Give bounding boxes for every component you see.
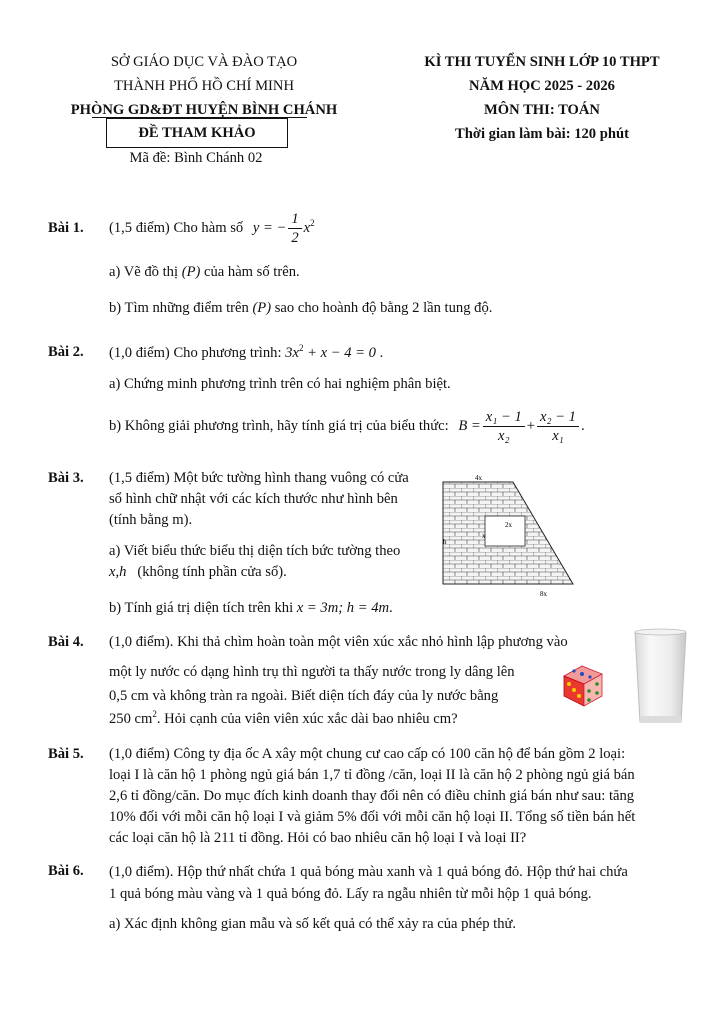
problem-1-statement bbox=[109, 210, 685, 247]
problem-2b bbox=[109, 408, 685, 445]
equation-term-a: 3x bbox=[285, 344, 299, 361]
header-right bbox=[382, 50, 702, 146]
glass-icon bbox=[633, 628, 688, 726]
problem-1a bbox=[109, 262, 685, 283]
problem-5-line-4: 10% đối với mỗi căn hộ loại I và giảm 5% đối với mỗi căn hộ loại II. Tổng số tiền bán hết bbox=[109, 809, 636, 825]
problem-4-area-exp: 2 bbox=[152, 709, 157, 719]
subject: MÔN THI: TOÁN bbox=[484, 102, 600, 118]
problem-2-statement bbox=[109, 342, 685, 364]
problem-5-line-2: loại I là căn hộ 1 phòng ngủ giá bán 1,7 tỉ đồng /căn, loại II là căn hộ 2 phòng ngủ giá bán bbox=[109, 767, 635, 783]
problem-3a-line-1: a) Viết biểu thức biểu thị diện tích bức tường theo bbox=[109, 543, 401, 559]
problem-3a-line-2 bbox=[109, 562, 429, 583]
fraction-2-num: x₂ − 1 bbox=[537, 408, 579, 427]
half-den: 2 bbox=[291, 230, 299, 246]
function-exp: 2 bbox=[310, 217, 315, 228]
problem-6-statement bbox=[109, 861, 689, 905]
equation-term-b: + x − 4 = 0 bbox=[307, 344, 376, 361]
function-var: x bbox=[303, 219, 311, 236]
fraction-1-num: x₁ − 1 bbox=[483, 408, 525, 427]
half-num: 1 bbox=[288, 210, 301, 229]
problem-3b bbox=[109, 598, 685, 619]
problem-5-line-5: các loại căn hộ là 211 tỉ đồng. Hỏi có bao nhiêu căn hộ loại I và loại II? bbox=[109, 830, 527, 846]
problem-4-line-1: (1,0 điểm). Khi thả chìm hoàn toàn một viên xúc xắc nhỏ hình lập phương vào bbox=[109, 634, 568, 650]
problem-3-line-2: sổ hình chữ nhật với các kích thước như hình bên bbox=[109, 491, 398, 508]
label-bottom: 8x bbox=[540, 590, 547, 598]
label-window-height: x bbox=[482, 532, 486, 540]
problem-1b-p: (P) bbox=[252, 300, 272, 316]
problem-1b-post: sao cho hoành độ bằng 2 lần tung độ. bbox=[274, 300, 493, 316]
problem-5-statement bbox=[109, 744, 689, 849]
problem-1a-post: của hàm số trên. bbox=[204, 264, 300, 280]
problem-3-line-1: (1,5 điểm) Một bức tường hình thang vuông có cửa bbox=[109, 470, 409, 486]
equation-dot: . bbox=[379, 344, 384, 361]
problem-1-label: Bài 1. bbox=[48, 220, 84, 236]
problem-3-label: Bài 3. bbox=[48, 470, 84, 486]
problem-1-intro: (1,5 điểm) Cho hàm số bbox=[109, 219, 244, 236]
problem-4-line-2: một ly nước có dạng hình trụ thì người ta thấy nước trong ly dâng lên bbox=[109, 664, 515, 680]
duration: Thời gian làm bài: 120 phút bbox=[455, 126, 629, 142]
problem-3b-values: x = 3m; h = 4m bbox=[296, 600, 390, 616]
dice-icon bbox=[558, 660, 608, 710]
exam-code: Mã đề: Bình Chánh 02 bbox=[129, 150, 263, 166]
problem-4-label: Bài 4. bbox=[48, 634, 84, 650]
reference-exam-box: ĐỀ THAM KHẢO bbox=[106, 118, 288, 148]
problem-6-label: Bài 6. bbox=[48, 863, 84, 879]
problem-6a: a) Xác định không gian mẫu và số kết quả có thể xảy ra của phép thử. bbox=[109, 916, 517, 932]
problem-5-line-1: (1,0 điểm) Công ty địa ốc A xây một chung cư cao cấp có 100 căn hộ để bán gồm 2 loại: bbox=[109, 746, 626, 762]
exam-title: KÌ THI TUYỂN SINH LỚP 10 THPT bbox=[424, 54, 660, 70]
problem-1a-pre: a) Vẽ đồ thị bbox=[109, 264, 179, 280]
function-lhs: y = − bbox=[252, 219, 287, 236]
label-top: 4x bbox=[475, 474, 482, 482]
problem-3b-pre: b) Tính giá trị diện tích trên khi bbox=[109, 600, 294, 616]
problem-1a-p: (P) bbox=[181, 264, 201, 280]
wall-figure bbox=[425, 472, 575, 600]
problem-6-line-2: 1 quả bóng màu vàng và 1 quả bóng đỏ. Lấy ra ngẫu nhiên từ mỗi hộp 1 quả bóng. bbox=[109, 886, 592, 902]
dept-name: SỞ GIÁO DỤC VÀ ĐÀO TẠO bbox=[110, 54, 298, 70]
fraction-2-den: x₁ bbox=[552, 428, 564, 444]
fraction-2 bbox=[537, 408, 579, 445]
problem-3-statement bbox=[109, 468, 424, 531]
problem-6-line-1: (1,0 điểm). Hộp thứ nhất chứa 1 quả bóng màu xanh và 1 quả bóng đỏ. Hộp thứ hai chứa bbox=[109, 864, 628, 880]
problem-1b bbox=[109, 298, 685, 319]
problem-3a-text: (không tính phần cửa sổ). bbox=[137, 564, 287, 581]
problem-4-line-3: 0,5 cm và không tràn ra ngoài. Biết diện tích đáy của ly nước bằng bbox=[109, 688, 499, 704]
problem-2-label: Bài 2. bbox=[48, 344, 84, 360]
problem-3a-vars: x,h bbox=[109, 564, 127, 581]
problem-3b-end: . bbox=[389, 600, 393, 616]
problem-1b-pre: b) Tìm những điểm trên bbox=[109, 300, 249, 316]
problem-5-line-3: 2,6 tỉ đồng/căn. Do mục đích kinh doanh thay đổi nên có điều chỉnh giá bán như sau: tăng bbox=[109, 788, 635, 804]
city-name: THÀNH PHỐ HỒ CHÍ MINH bbox=[114, 78, 294, 94]
fraction-1-den: x₂ bbox=[497, 428, 510, 444]
problem-2a: a) Chứng minh phương trình trên có hai nghiệm phân biệt. bbox=[109, 376, 451, 392]
label-window-width: 2x bbox=[505, 521, 512, 529]
problem-5-label: Bài 5. bbox=[48, 746, 84, 762]
school-year: NĂM HỌC 2025 - 2026 bbox=[469, 78, 615, 94]
fraction-1 bbox=[483, 408, 525, 445]
problem-4-area: 250 cm bbox=[109, 710, 153, 727]
problem-2-intro: (1,0 điểm) Cho phương trình: bbox=[109, 344, 282, 361]
district-office: PHÒNG GD&ĐT HUYỆN BÌNH CHÁNH bbox=[70, 102, 338, 118]
expr-B: B = bbox=[458, 417, 481, 434]
equation-exp: 2 bbox=[298, 343, 304, 353]
plus-sign: + bbox=[526, 417, 535, 434]
problem-4-question: . Hỏi cạnh của viên viên xúc xắc dài bao nhiêu cm? bbox=[156, 710, 458, 727]
expr-end: . bbox=[580, 417, 585, 434]
problem-3a bbox=[109, 541, 429, 583]
problem-2b-pre: b) Không giải phương trình, hãy tính giá trị của biểu thức: bbox=[109, 417, 449, 434]
half-fraction bbox=[288, 210, 301, 247]
label-height: h bbox=[443, 538, 447, 546]
problem-3-line-3: (tính bằng m). bbox=[109, 512, 193, 529]
header-left bbox=[52, 50, 356, 122]
problem-4-line-4 bbox=[109, 708, 554, 730]
